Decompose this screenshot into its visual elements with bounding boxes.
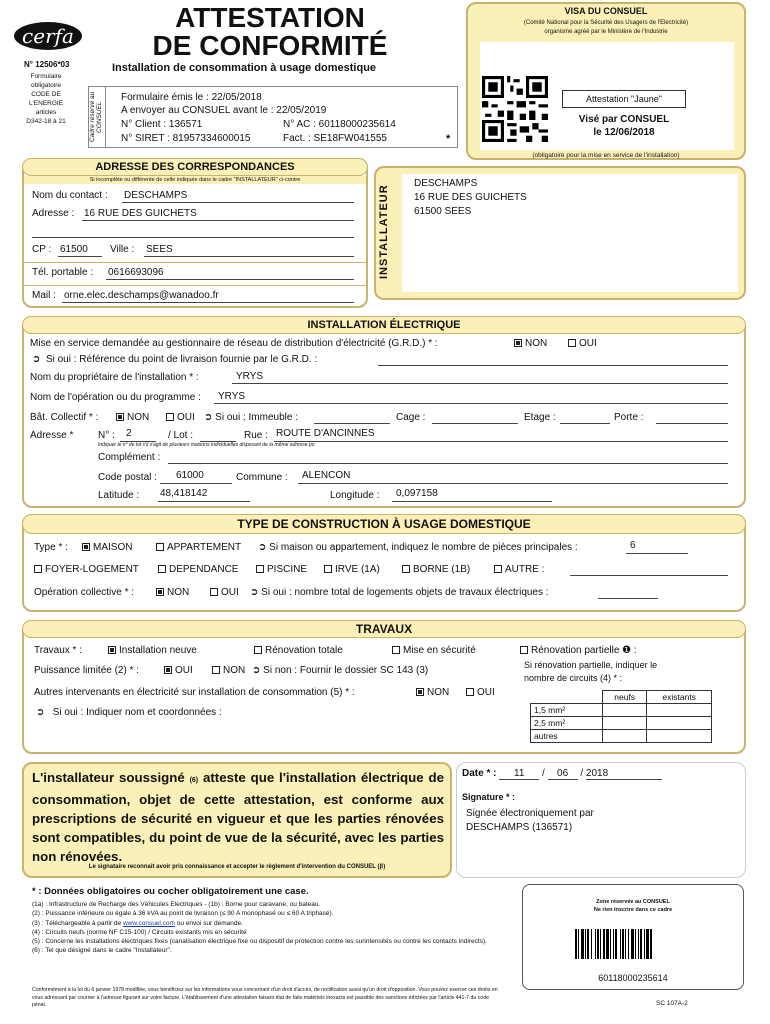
required-star: * bbox=[446, 133, 451, 145]
travaux-label: Travaux * : bbox=[34, 645, 82, 656]
visa-footnote: (obligatoire pour la mise en service de l'installation) bbox=[532, 152, 680, 159]
barcode-bar bbox=[587, 929, 589, 959]
maison-label: MAISON bbox=[93, 542, 133, 553]
form-notes bbox=[10, 72, 82, 126]
page-title-line1: ATTESTATION bbox=[175, 2, 365, 33]
signature-line2: DESCHAMPS (136571) bbox=[466, 822, 573, 833]
legal-notice: Conformément à la loi du 6 janvier 1978 modifiée, vous bénéficiez sur les informations vous concernant d'un droit d'accès, de rectification aussi qu'un droit d'opposition. Vous pouvez exercer ces droits en vous adressant par courrier à l'adresse figurant sur votre facture. L'établissement d'une attestation faisant état de faits matériels inexacts est passible des sanctions édictées par l'article 441-7 du code pénal. bbox=[32, 987, 498, 1008]
postal-field[interactable]: 61000 bbox=[176, 470, 204, 481]
siret-number: N° SIRET : 81957334600015 bbox=[121, 133, 251, 144]
appartement-label: APPARTEMENT bbox=[167, 542, 242, 553]
lot-label: / Lot : bbox=[168, 430, 194, 441]
barcode-icon bbox=[575, 929, 693, 959]
signature-label: Signature * : bbox=[462, 792, 516, 802]
barcode-bar bbox=[620, 929, 621, 959]
arrow-icon: ➲ bbox=[204, 412, 213, 423]
form-note-line: CODE DE bbox=[31, 91, 61, 98]
porte-label: Porte : bbox=[614, 412, 644, 423]
arrow-icon: ➲ bbox=[252, 665, 261, 676]
footnote-line: (3) : Téléchargeable à partir de bbox=[32, 919, 122, 927]
qr-code-icon bbox=[482, 76, 548, 142]
barcode-bar bbox=[625, 929, 626, 959]
form-ref: SC 107A-2 bbox=[656, 1000, 688, 1007]
barcode-bar bbox=[610, 929, 611, 959]
bat-si-oui-label: Si oui : Immeuble : bbox=[215, 412, 298, 423]
etage-label: Etage : bbox=[524, 412, 556, 423]
maison-checkbox[interactable] bbox=[82, 543, 90, 551]
ville-field[interactable]: SEES bbox=[146, 244, 173, 255]
lon-label: Longitude : bbox=[330, 490, 380, 501]
neuve-checkbox[interactable] bbox=[108, 646, 116, 654]
puissance-non[interactable] bbox=[212, 665, 245, 676]
autres-oui[interactable] bbox=[466, 687, 495, 698]
autres-oui-label: OUI bbox=[477, 687, 495, 698]
autres-non-label: NON bbox=[427, 687, 450, 698]
commune-field[interactable]: ALENCON bbox=[302, 470, 351, 481]
form-note-line: L'ENERGIE bbox=[28, 100, 64, 107]
rue-field[interactable]: ROUTE D'ANCINNES bbox=[276, 428, 375, 439]
reserved-zone-line2: Ne rien inscrire dans ce cadre bbox=[593, 907, 673, 913]
travaux-renov-totale[interactable] bbox=[254, 645, 343, 656]
arrow-icon: ➲ bbox=[32, 354, 41, 365]
type-dependance[interactable] bbox=[158, 564, 238, 575]
installateur-line2: 16 RUE DES GUICHETS bbox=[414, 192, 527, 203]
page-title-line2: DE CONFORMITÉ bbox=[152, 30, 388, 61]
page-subtitle: Installation de consommation à usage domestique bbox=[112, 62, 377, 74]
bat-oui-label: OUI bbox=[177, 412, 195, 423]
bat-oui-checkbox[interactable] bbox=[166, 413, 174, 421]
footnote-line: (5) : Concerne les installations électriques fixes (canalisation électrique fixe ou dispositif de protection contre les surintensités ou contre les contacts indirects). bbox=[32, 938, 487, 946]
bat-non[interactable] bbox=[116, 412, 149, 423]
grd-non[interactable] bbox=[514, 338, 547, 349]
puissance-oui-checkbox[interactable] bbox=[164, 666, 172, 674]
travaux-renov-partielle[interactable] bbox=[520, 645, 637, 656]
type-borne[interactable] bbox=[402, 564, 470, 575]
barcode-bar bbox=[600, 929, 601, 959]
appartement-checkbox[interactable] bbox=[156, 543, 164, 551]
cell-input[interactable] bbox=[647, 704, 712, 717]
collective-oui-checkbox[interactable] bbox=[210, 588, 218, 596]
contact-field[interactable]: DESCHAMPS bbox=[124, 190, 188, 201]
page-title bbox=[120, 4, 420, 60]
row-label: 2,5 mm² bbox=[531, 717, 603, 730]
grd-oui[interactable] bbox=[568, 338, 597, 349]
bat-non-label: NON bbox=[127, 412, 150, 423]
arrow-icon: ➲ bbox=[258, 542, 267, 553]
barcode-bar bbox=[585, 929, 586, 959]
autre-checkbox[interactable] bbox=[494, 565, 502, 573]
immeuble-field[interactable] bbox=[314, 423, 390, 424]
date-month[interactable]: 06 bbox=[557, 768, 569, 779]
grd-question: Mise en service demandée au gestionnaire de réseau de distribution d'électricité (G.R.D.) * : bbox=[30, 338, 438, 349]
address-field[interactable]: 16 RUE DES GUICHETS bbox=[84, 208, 197, 219]
collective-oui[interactable] bbox=[210, 587, 239, 598]
collective-oui-label: OUI bbox=[221, 587, 239, 598]
travaux-title: TRAVAUX bbox=[22, 620, 746, 638]
reserved-zone-line1: Zone réservée au CONSUEL bbox=[596, 899, 670, 905]
date-label: Date * : bbox=[462, 768, 497, 779]
arrow-icon: ➲ bbox=[36, 707, 45, 718]
correspondance-title: ADRESSE DES CORRESPONDANCES bbox=[22, 158, 368, 176]
ville-label: Ville : bbox=[110, 244, 135, 255]
autre-label: AUTRE : bbox=[505, 564, 545, 575]
date-day[interactable]: 11 bbox=[514, 768, 525, 779]
mise-securite-label: Mise en sécurité bbox=[403, 645, 476, 656]
bat-label: Bât. Collectif * : bbox=[30, 412, 99, 423]
visa-subtitle-1: (Comité National pour la Sécurité des Usagers de l'Electricité) bbox=[523, 20, 689, 26]
puissance-note: Si non : Fournir le dossier SC 143 (3) bbox=[263, 665, 429, 676]
adresse-label: Adresse * bbox=[30, 430, 74, 441]
collective-non-checkbox[interactable] bbox=[156, 588, 164, 596]
mail-field[interactable]: orne.elec.deschamps@wanadoo.fr bbox=[64, 290, 219, 301]
barcode-bar bbox=[650, 929, 652, 959]
visa-box bbox=[466, 2, 746, 160]
neuve-label: Installation neuve bbox=[119, 645, 197, 656]
autres-note: Si oui : Indiquer nom et coordonnées : bbox=[52, 707, 222, 718]
footnote-line: (6) : Tel que désigné dans le cadre "Installateur". bbox=[32, 947, 172, 955]
puissance-label: Puissance limitée (2) * : bbox=[34, 665, 140, 676]
renov-totale-checkbox[interactable] bbox=[254, 646, 262, 654]
grd-non-checkbox[interactable] bbox=[514, 339, 522, 347]
form-note-line: Formulaire bbox=[30, 73, 62, 80]
piscine-label: PISCINE bbox=[267, 564, 308, 575]
owner-field[interactable]: YRYS bbox=[236, 371, 264, 382]
pieces-question: Si maison ou appartement, indiquez le nombre de pièces principales : bbox=[269, 542, 578, 553]
borne-checkbox[interactable] bbox=[402, 565, 410, 573]
renov-partielle-label: Rénovation partielle ❶ : bbox=[531, 645, 637, 656]
barcode-bar bbox=[575, 929, 577, 959]
tel-field[interactable]: 0616693096 bbox=[108, 267, 164, 278]
footnotes-title: * : Données obligatoires ou cocher obligatoirement une case. bbox=[32, 886, 309, 897]
barcode-bar bbox=[606, 929, 609, 959]
collective-label: Opération collective * : bbox=[34, 587, 135, 598]
footnote-line-end: ou envoi sur demande. bbox=[176, 919, 243, 927]
borne-label: BORNE (1B) bbox=[413, 564, 471, 575]
type-foyer[interactable] bbox=[34, 564, 139, 575]
commune-label: Commune : bbox=[236, 472, 288, 483]
fact-number: Fact. : SE18FW041555 bbox=[283, 133, 387, 144]
type-maison[interactable] bbox=[82, 542, 132, 553]
send-before: A envoyer au CONSUEL avant le : 22/05/2019 bbox=[121, 105, 327, 116]
irve-label: IRVE (1A) bbox=[335, 564, 380, 575]
type-irve[interactable] bbox=[324, 564, 380, 575]
dependance-label: DEPENDANCE bbox=[169, 564, 239, 575]
renov-partielle-checkbox[interactable] bbox=[520, 646, 528, 654]
program-label: Nom de l'opération ou du programme : bbox=[30, 392, 201, 403]
cage-label: Cage : bbox=[396, 412, 426, 423]
grd-oui-checkbox[interactable] bbox=[568, 339, 576, 347]
collective-non-label: NON bbox=[167, 587, 190, 598]
row-label: 1,5 mm² bbox=[531, 704, 603, 717]
cell-input[interactable] bbox=[603, 730, 647, 743]
rue-label: Rue : bbox=[244, 430, 268, 441]
cell-input[interactable] bbox=[647, 730, 712, 743]
footnote-line: (2) : Puissance inférieure ou égale à 36 kVA au point de livraison (≤ 90 A monophasé ou ≤ 60 A triphasé). bbox=[32, 910, 334, 918]
lon-field[interactable]: 0,097158 bbox=[396, 488, 438, 499]
form-note-line: articles bbox=[35, 109, 57, 116]
cell-input[interactable] bbox=[647, 717, 712, 730]
installation-title: INSTALLATION ÉLECTRIQUE bbox=[22, 316, 746, 334]
lot-hint: Indiquer le n° de lot s'il s'agit de plusieurs maisons individuelles disposant de la même adresse po bbox=[98, 442, 315, 448]
form-number: N° 12506*03 bbox=[24, 60, 70, 69]
cell-input[interactable] bbox=[603, 717, 647, 730]
tel-label: Tél. portable : bbox=[32, 267, 94, 278]
foyer-label: FOYER-LOGEMENT bbox=[45, 564, 139, 575]
barcode-bar bbox=[646, 929, 649, 959]
type-appartement[interactable] bbox=[156, 542, 241, 553]
address-label: Adresse : bbox=[32, 208, 75, 219]
cerfa-logo-text: cerfa bbox=[22, 24, 74, 48]
mail-label: Mail : bbox=[32, 290, 56, 301]
barcode-bar bbox=[615, 929, 617, 959]
barcode-bar bbox=[595, 929, 596, 959]
row-label: autres bbox=[531, 730, 603, 743]
bat-non-checkbox[interactable] bbox=[116, 413, 124, 421]
cp-label: CP : bbox=[32, 244, 52, 255]
col-existants: existants bbox=[647, 691, 712, 704]
cp-field[interactable]: 61500 bbox=[60, 244, 88, 255]
barcode-bar bbox=[628, 929, 629, 959]
renov-note-2: nombre de circuits (4) * : bbox=[524, 673, 623, 683]
barcode-bar bbox=[581, 929, 584, 959]
type-autre[interactable] bbox=[494, 564, 544, 575]
travaux-neuve[interactable] bbox=[108, 645, 197, 656]
ac-number: N° AC : 60118000235614 bbox=[283, 119, 396, 130]
autres-oui-checkbox[interactable] bbox=[466, 688, 474, 696]
barcode-bar bbox=[635, 929, 636, 959]
renov-totale-label: Rénovation totale bbox=[265, 645, 343, 656]
travaux-mise-securite[interactable] bbox=[392, 645, 476, 656]
barcode-bar bbox=[638, 929, 639, 959]
attestation-text-b: atteste que l'installation électrique de consommation, objet de cette attestation, est conforme aux prescriptions de sécurité en vigueur et que les parties rénovées sont compatibles, du point de vue de la sécurité, avec les parties non rénovées. bbox=[32, 770, 444, 864]
foyer-checkbox[interactable] bbox=[34, 565, 42, 573]
cage-field[interactable] bbox=[432, 423, 518, 424]
consuel-reserved-box bbox=[88, 86, 458, 148]
pieces-field[interactable]: 6 bbox=[630, 540, 636, 551]
lat-field[interactable]: 48,418142 bbox=[160, 488, 208, 499]
col-neufs: neufs bbox=[603, 691, 647, 704]
autres-non-checkbox[interactable] bbox=[416, 688, 424, 696]
program-field[interactable]: YRYS bbox=[218, 391, 246, 402]
owner-label: Nom du propriétaire de l'installation * : bbox=[30, 372, 199, 383]
attestation-footnote-ref: (6) bbox=[189, 777, 199, 784]
grd-ref-label: Si oui : Référence du point de livraison fournie par le G.R.D. : bbox=[45, 354, 318, 365]
num-label: N° : bbox=[98, 430, 115, 441]
irve-checkbox[interactable] bbox=[324, 565, 332, 573]
construction-title: TYPE DE CONSTRUCTION À USAGE DOMESTIQUE bbox=[22, 514, 746, 534]
puissance-oui[interactable] bbox=[164, 665, 193, 676]
barcode-bar bbox=[591, 929, 592, 959]
attestation-text bbox=[32, 768, 444, 866]
contact-label: Nom du contact : bbox=[32, 190, 108, 201]
barcode-bar bbox=[644, 929, 645, 959]
puissance-oui-label: OUI bbox=[175, 665, 193, 676]
etage-field[interactable] bbox=[560, 423, 610, 424]
complement-label: Complément : bbox=[98, 452, 161, 463]
barcode-bar bbox=[640, 929, 642, 959]
puissance-non-checkbox[interactable] bbox=[212, 666, 220, 674]
signature-line1: Signée électroniquement par bbox=[466, 808, 594, 819]
barcode-bar bbox=[597, 929, 599, 959]
type-piscine[interactable] bbox=[256, 564, 307, 575]
autres-non[interactable] bbox=[416, 687, 449, 698]
mise-securite-checkbox[interactable] bbox=[392, 646, 400, 654]
consuel-link[interactable]: www.consuel.com bbox=[122, 919, 175, 927]
attestation-note: Le signataire reconnait avoir pris connaissance et accepter le règlement d'intervention du CONSUEL (β) bbox=[88, 864, 386, 870]
barcode-bar bbox=[603, 929, 605, 959]
client-number: N° Client : 136571 bbox=[121, 119, 203, 130]
footnotes bbox=[32, 900, 502, 956]
grd-oui-label: OUI bbox=[579, 338, 597, 349]
dependance-checkbox[interactable] bbox=[158, 565, 166, 573]
visa-title: VISA DU CONSUEL bbox=[564, 6, 648, 16]
footnote-line: (1a) : Infrastructure de Recharge des Véhicules Electriques - (1b) : Borne pour caravane, ou bateau. bbox=[32, 901, 321, 908]
arrow-icon: ➲ bbox=[250, 587, 259, 598]
reserved-zone bbox=[522, 884, 744, 990]
footnote-line: (4) : Circuits neufs (norme NF C15-100) / Circuits existants mis en sécurité bbox=[32, 928, 247, 936]
porte-field[interactable] bbox=[656, 423, 728, 424]
date-year[interactable]: 2018 bbox=[585, 768, 609, 779]
barcode-bar bbox=[622, 929, 624, 959]
bat-oui[interactable] bbox=[166, 412, 195, 423]
cell-input[interactable] bbox=[603, 704, 647, 717]
emitted-date: Formulaire émis le : 22/05/2018 bbox=[121, 92, 262, 103]
form-note-line: obligatoire bbox=[31, 82, 61, 89]
installateur-line3: 61500 SEES bbox=[414, 206, 472, 217]
vise-line1: Visé par CONSUEL bbox=[578, 114, 670, 125]
reserved-label: Cadre réservé au CONSUEL bbox=[89, 91, 103, 143]
barcode-bar bbox=[613, 929, 614, 959]
postal-label: Code postal : bbox=[98, 472, 157, 483]
type-label: Type * : bbox=[34, 542, 68, 553]
barcode-bar bbox=[578, 929, 579, 959]
visa-inner bbox=[480, 42, 734, 150]
collective-question: Si oui : nombre total de logements objets de travaux électriques : bbox=[261, 587, 549, 598]
grd-non-label: NON bbox=[525, 338, 548, 349]
barcode-bar bbox=[631, 929, 634, 959]
num-field[interactable]: 2 bbox=[126, 428, 132, 439]
cerfa-logo bbox=[14, 22, 82, 50]
correspondance-note: Si incomplète ou différente de celle indiquée dans le cadre "INSTALLATEUR" ci-contre bbox=[89, 177, 301, 183]
renov-note-1: Si rénovation partielle, indiquer le bbox=[524, 660, 658, 670]
piscine-checkbox[interactable] bbox=[256, 565, 264, 573]
installateur-label: INSTALLATEUR bbox=[378, 184, 390, 280]
vise-line2: le 12/06/2018 bbox=[593, 127, 655, 138]
form-note-line: D342-18 à 21 bbox=[26, 118, 66, 125]
puissance-non-label: NON bbox=[223, 665, 246, 676]
circuits-table bbox=[530, 690, 712, 743]
collective-field[interactable] bbox=[598, 598, 658, 599]
lat-label: Latitude : bbox=[98, 490, 140, 501]
autre-field[interactable] bbox=[570, 575, 728, 576]
grd-ref-field[interactable] bbox=[378, 365, 728, 366]
attestation-type: Attestation "Jaune" bbox=[562, 90, 686, 108]
visa-subtitle-2: organisme agréé par le Ministère de l'Industrie bbox=[544, 29, 668, 35]
attestation-text-a: L'installateur soussigné bbox=[32, 770, 185, 785]
barcode-number: 60118000235614 bbox=[598, 973, 668, 983]
autres-label: Autres intervenants en électricité sur installation de consommation (5) * : bbox=[34, 687, 355, 698]
complement-field[interactable] bbox=[168, 463, 728, 464]
collective-non[interactable] bbox=[156, 587, 189, 598]
installateur-line1: DESCHAMPS bbox=[414, 178, 478, 189]
